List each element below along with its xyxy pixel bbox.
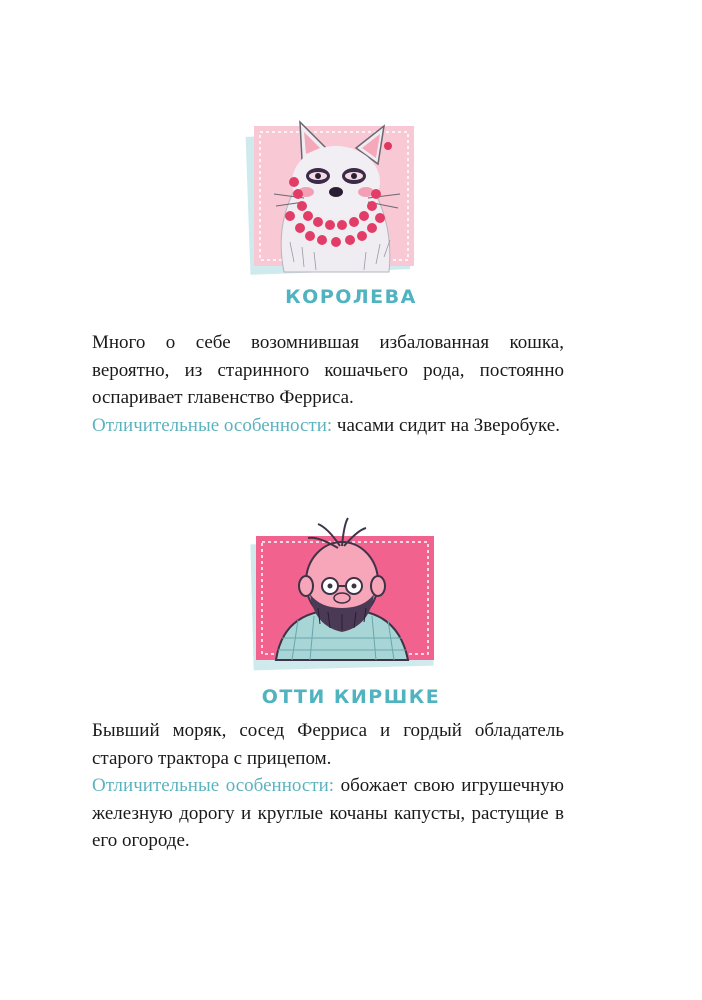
character-description bbox=[92, 329, 564, 439]
character-name-heading: КОРОЛЕВА bbox=[285, 286, 417, 308]
features-text: обожает свою игрушечную железную дорогу и круглые кочаны капусты, растущие в его огороде. bbox=[92, 775, 565, 851]
features-text: часами сидит на Зверобуке. bbox=[332, 414, 560, 436]
character-name-heading: ОТТИ КИРШКЕ bbox=[261, 686, 441, 708]
description-text: Много о себе возомнившая избалованная кошка, вероятно, из старинного кошачьего рода, постоянно оспаривает главенство Ферриса. bbox=[92, 332, 564, 408]
description-text: Бывший моряк, сосед Ферриса и гордый обладатель старого трактора с прицепом. bbox=[92, 720, 564, 769]
cat-queen-portrait bbox=[244, 112, 422, 278]
character-description bbox=[92, 717, 564, 855]
features-label: Отличительные особенности: bbox=[92, 414, 333, 436]
bearded-man-portrait bbox=[248, 516, 438, 672]
features-label: Отличительные особенности: bbox=[92, 775, 335, 796]
